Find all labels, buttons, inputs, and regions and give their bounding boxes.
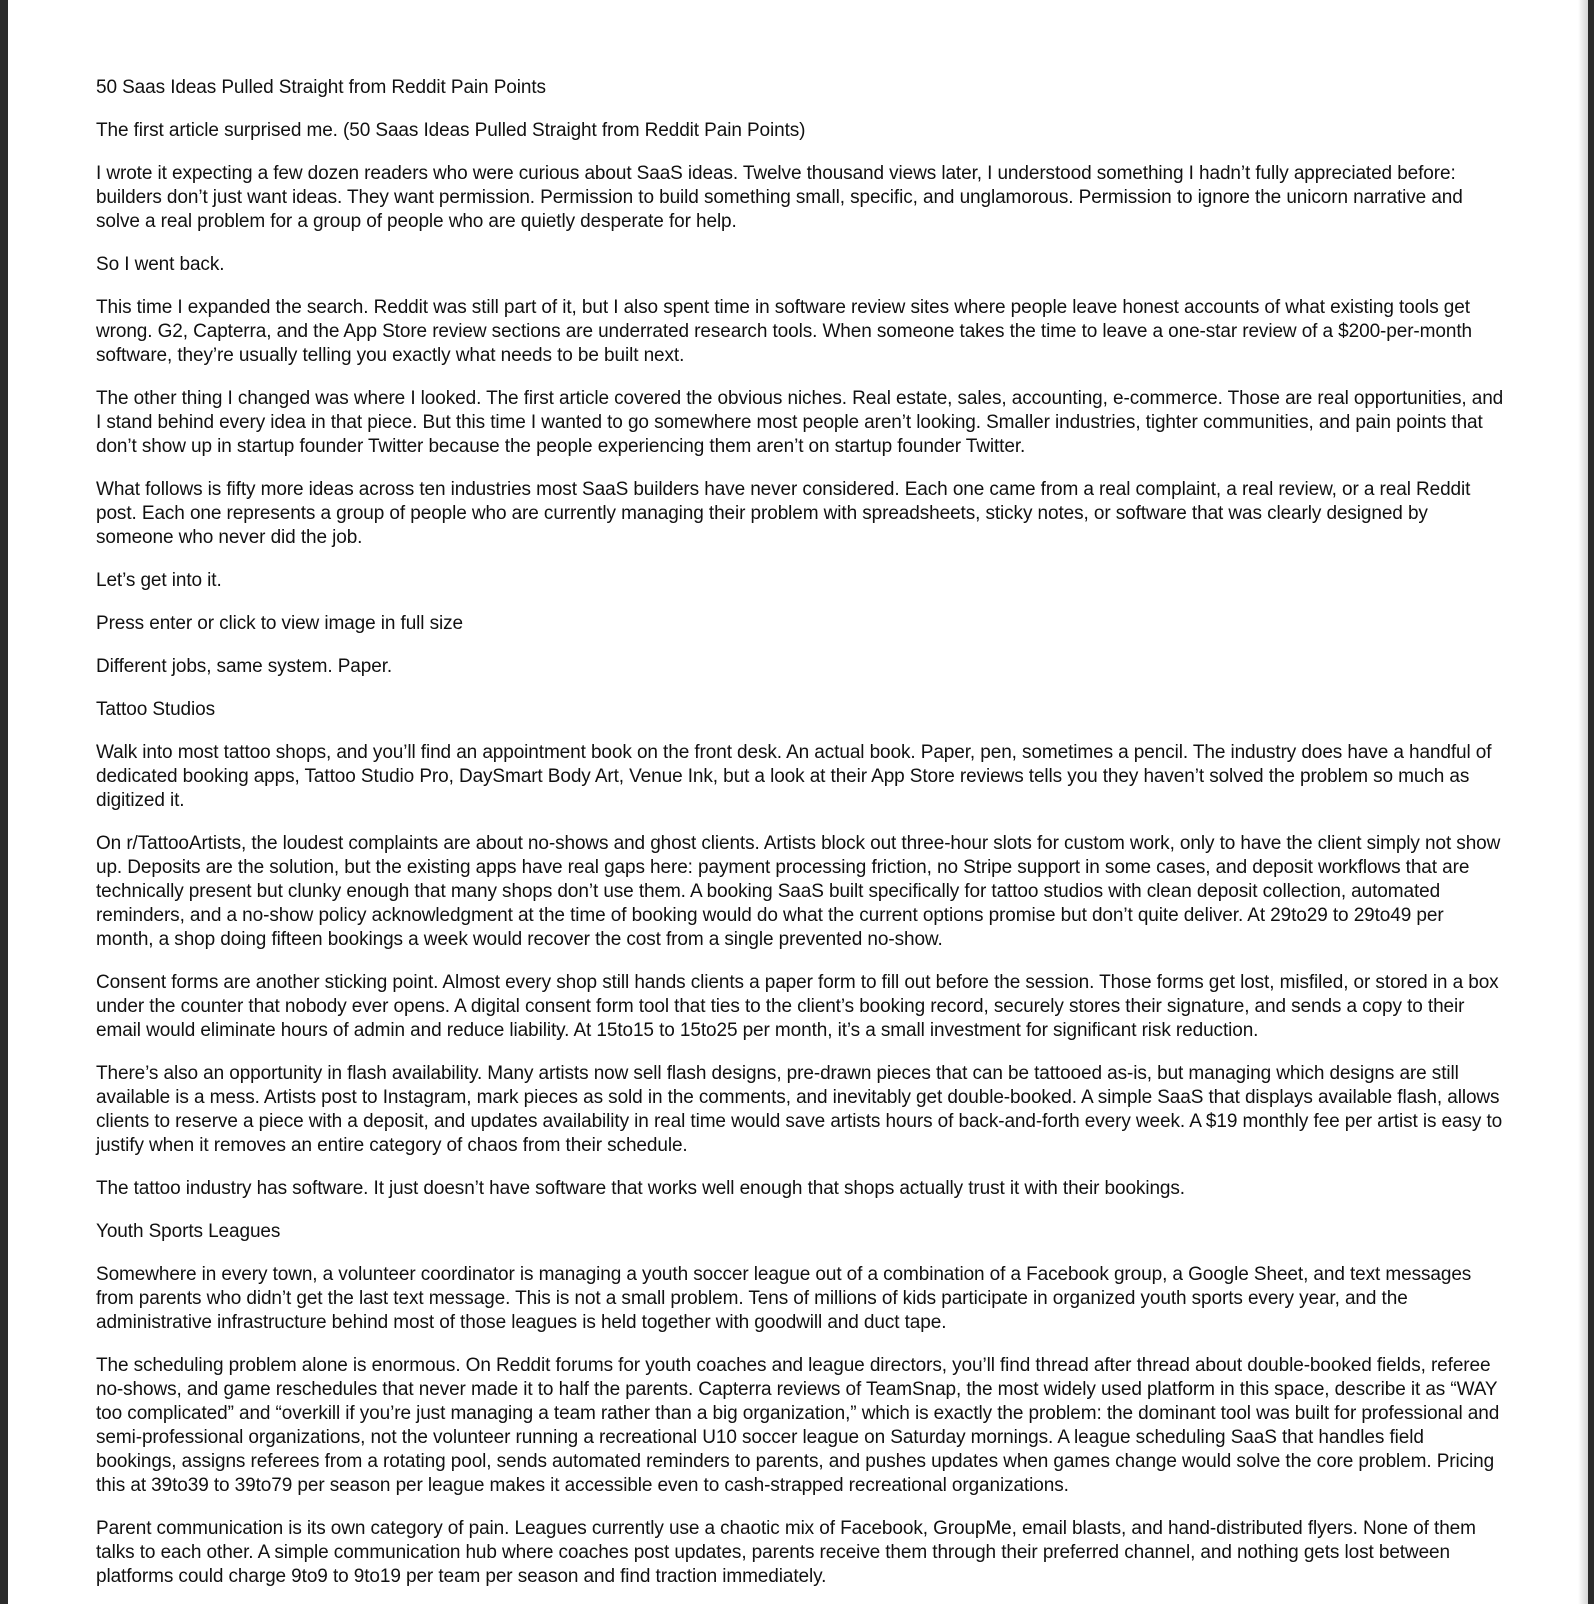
paragraph: On r/TattooArtists, the loudest complaints are about no-shows and ghost clients. Artists block out three-hour slots for custom work, only to have the client simply not show up. Deposits are the solution, but the existing apps have real gaps here: payment processing friction, no Stripe support in some cases, and deposit workflows that are technically present but clunky enough that many shops don’t use them. A booking SaaS built specifically for tattoo studios with clean deposit collection, automated reminders, and a no-show policy acknowledgment at the time of booking would do what the current options promise but don’t quite deliver. At 29to29 to 29to49 per month, a shop doing fifteen bookings a week would recover the cost from a single prevented no-show. xyxy=(96,833,1501,950)
paragraph: Different jobs, same system. Paper. xyxy=(96,656,393,677)
paragraph: Let’s get into it. xyxy=(96,570,222,591)
section-heading-youth-sports-leagues: Youth Sports Leagues xyxy=(96,1221,281,1242)
viewer-right-edge xyxy=(1588,0,1594,1604)
paragraph: What follows is fifty more ideas across ten industries most SaaS builders have never considered. Each one came from a real complaint, a real review, or a real Reddit post. Each one represents a group of people who are currently managing their problem with spreadsheets, sticky notes, or software that was clearly designed by someone who never did the job. xyxy=(96,479,1471,548)
viewer-left-edge xyxy=(0,0,8,1604)
paragraph: Parent communication is its own category of pain. Leagues currently use a chaotic mix of Facebook, GroupMe, email blasts, and hand-distributed flyers. None of them talks to each other. A simple communication hub where coaches post updates, parents receive them through their preferred channel, and nothing gets lost between platforms could charge 9to9 to 9to19 per team per season and find traction immediately. xyxy=(96,1518,1476,1587)
paragraph: I wrote it expecting a few dozen readers who were curious about SaaS ideas. Twelve thousand views later, I understood something I hadn’t fully appreciated before: builders don’t just want ideas. They want permission. Permission to build something small, specific, and unglamorous. Permission to ignore the unicorn narrative and solve a real problem for a group of people who are quietly desperate for help. xyxy=(96,163,1463,232)
paragraph: Walk into most tattoo shops, and you’ll find an appointment book on the front desk. An actual book. Paper, pen, sometimes a pencil. The industry does have a handful of dedicated booking apps, Tattoo Studio Pro, DaySmart Body Art, Venue Ink, but a look at their App Store reviews tells you they haven’t solved the problem so much as digitized it. xyxy=(96,742,1492,811)
paragraph: Somewhere in every town, a volunteer coordinator is managing a youth soccer league out of a combination of a Facebook group, a Google Sheet, and text messages from parents who didn’t get the last text message. This is not a small problem. Tens of millions of kids participate in organized youth sports every year, and the administrative infrastructure behind most of those leagues is held together with goodwill and duct tape. xyxy=(96,1264,1472,1333)
document-body xyxy=(96,76,1506,1604)
paragraph: The scheduling problem alone is enormous. On Reddit forums for youth coaches and league directors, you’ll find thread after thread about double-booked fields, referee no-shows, and game reschedules that never made it to half the parents. Capterra reviews of TeamSnap, the most widely used platform in this space, describe it as “WAY too complicated” and “overkill if you’re just managing a team rather than a big organization,” which is exactly the problem: the dominant tool was built for professional and semi-professional organizations, not the volunteer running a recreational U10 soccer league on Saturday mornings. A league scheduling SaaS that handles field bookings, assigns referees from a rotating pool, sends automated reminders to parents, and pushes updates when games change would solve the core problem. Pricing this at 39to39 to 39to79 per season per league makes it accessible even to cash-strapped recreational organizations. xyxy=(96,1355,1500,1496)
paragraph: The first article surprised me. (50 Saas Ideas Pulled Straight from Reddit Pain Points) xyxy=(96,120,806,141)
paragraph: Consent forms are another sticking point. Almost every shop still hands clients a paper form to fill out before the session. Those forms get lost, misfiled, or stored in a box under the counter that nobody ever opens. A digital consent form tool that ties to the client’s booking record, securely stores their signature, and sends a copy to their email would eliminate hours of admin and reduce liability. At 15to15 to 15to25 per month, it’s a small investment for significant risk reduction. xyxy=(96,972,1499,1041)
paragraph: There’s also an opportunity in flash availability. Many artists now sell flash designs, pre-drawn pieces that can be tattooed as-is, but managing which designs are still available is a mess. Artists post to Instagram, mark pieces as sold in the comments, and inevitably get double-booked. A simple SaaS that displays available flash, allows clients to reserve a piece with a deposit, and updates availability in real time would save artists hours of back-and-forth every week. A $19 monthly fee per artist is easy to justify when it removes an entire category of chaos from their schedule. xyxy=(96,1063,1503,1156)
page-shadow xyxy=(1578,0,1588,1604)
paragraph: So I went back. xyxy=(96,254,225,275)
article-title: 50 Saas Ideas Pulled Straight from Reddit Pain Points xyxy=(96,77,546,98)
paragraph: The tattoo industry has software. It just doesn’t have software that works well enough that shops actually trust it with their bookings. xyxy=(96,1178,1185,1199)
image-caption-hint: Press enter or click to view image in full size xyxy=(96,613,463,634)
section-heading-tattoo-studios: Tattoo Studios xyxy=(96,699,216,720)
paragraph: The other thing I changed was where I looked. The first article covered the obvious niches. Real estate, sales, accounting, e-commerce. Those are real opportunities, and I stand behind every idea in that piece. But this time I wanted to go somewhere most people aren’t looking. Smaller industries, tighter communities, and pain points that don’t show up in startup founder Twitter because the people experiencing them aren’t on startup founder Twitter. xyxy=(96,388,1504,457)
paragraph: This time I expanded the search. Reddit was still part of it, but I also spent time in software review sites where people leave honest accounts of what existing tools get wrong. G2, Capterra, and the App Store review sections are underrated research tools. When someone takes the time to leave a one-star review of a $200-per-month software, they’re usually telling you exactly what needs to be built next. xyxy=(96,297,1472,366)
